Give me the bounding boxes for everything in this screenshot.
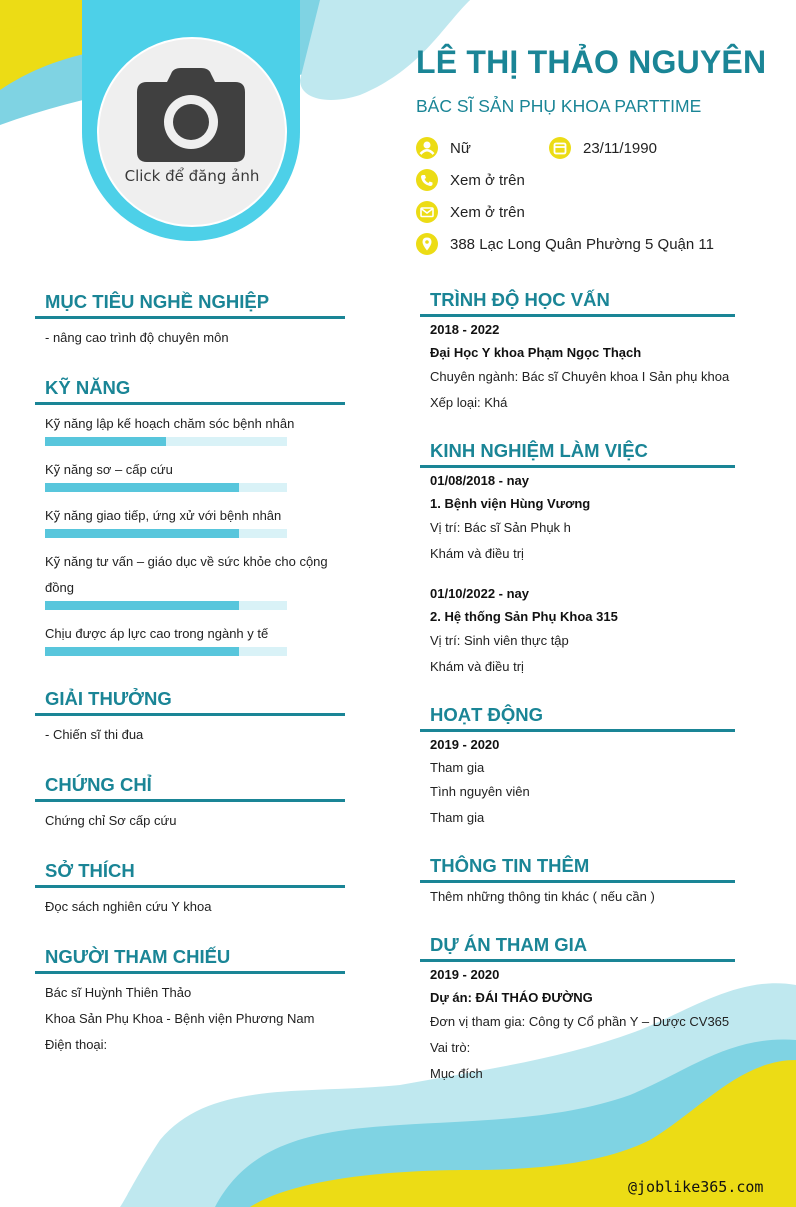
photo-upload-caption[interactable]: Click để đăng ảnh xyxy=(124,167,260,185)
experience-period: 01/08/2018 - nay xyxy=(430,473,530,488)
projects-divider xyxy=(420,959,735,962)
skills-heading: KỸ NĂNG xyxy=(45,377,131,398)
project-unit: Đơn vị tham gia: Công ty Cổ phần Y – Dược CV365 xyxy=(430,1014,730,1029)
additional-info-divider xyxy=(420,880,735,883)
hobbies-divider xyxy=(35,885,345,888)
skill-label: Chịu được áp lực cao trong ngành y tế xyxy=(45,626,269,641)
objective-divider xyxy=(35,316,345,319)
certificates-divider xyxy=(35,799,345,802)
skill-bar xyxy=(45,647,287,656)
experience-position: Vị trí: Sinh viên thực tập xyxy=(430,633,569,648)
references-heading: NGƯỜI THAM CHIẾU xyxy=(45,946,231,967)
reference-phone: Điện thoại: xyxy=(45,1037,108,1052)
additional-info-text: Thêm những thông tin khác ( nếu cần ) xyxy=(430,889,655,904)
experience-heading: KINH NGHIỆM LÀM VIỆC xyxy=(430,440,648,461)
reference-name: Bác sĩ Huỳnh Thiên Thảo xyxy=(45,985,192,1000)
birthday-value: 23/11/1990 xyxy=(583,139,657,157)
camera-icon xyxy=(137,68,245,162)
project-purpose: Mục đích xyxy=(430,1066,483,1081)
additional-info-heading: THÔNG TIN THÊM xyxy=(430,855,590,876)
person-icon xyxy=(416,137,438,159)
skill-label: Kỹ năng giao tiếp, ứng xử với bệnh nhân xyxy=(45,508,282,523)
education-period: 2018 - 2022 xyxy=(430,322,500,337)
phone-row xyxy=(416,169,525,191)
site-watermark: @joblike365.com xyxy=(628,1178,764,1196)
awards-text: - Chiến sĩ thi đua xyxy=(45,727,144,742)
phone-value: Xem ở trên xyxy=(450,171,525,189)
education-school: Đại Học Y khoa Phạm Ngọc Thạch xyxy=(430,345,642,360)
address-value: 388 Lạc Long Quân Phường 5 Quận 11 xyxy=(450,235,714,253)
skill-bar-fill xyxy=(45,437,166,446)
activities-line: Tham gia xyxy=(430,760,485,775)
phone-icon xyxy=(416,169,438,191)
experience-company: 2. Hệ thống Sản Phụ Khoa 315 xyxy=(430,609,618,624)
experience-period: 01/10/2022 - nay xyxy=(430,586,530,601)
project-name: Dự án: ĐÁI THÁO ĐƯỜNG xyxy=(430,990,593,1005)
activities-period: 2019 - 2020 xyxy=(430,737,500,752)
skill-label-continued: đồng xyxy=(45,580,74,595)
activities-heading: HOẠT ĐỘNG xyxy=(430,704,544,725)
skill-bar xyxy=(45,437,287,446)
objective-heading: MỤC TIÊU NGHỀ NGHIỆP xyxy=(45,291,270,312)
email-icon xyxy=(416,201,438,223)
objective-text: - nâng cao trình độ chuyên môn xyxy=(45,330,229,345)
reference-org: Khoa Sản Phụ Khoa - Bệnh viện Phương Nam xyxy=(45,1011,315,1026)
calendar-icon xyxy=(549,137,571,159)
awards-divider xyxy=(35,713,345,716)
education-heading: TRÌNH ĐỘ HỌC VẤN xyxy=(430,289,610,310)
projects-heading: DỰ ÁN THAM GIA xyxy=(430,934,588,955)
certificates-text: Chứng chỉ Sơ cấp cứu xyxy=(45,813,177,828)
awards-heading: GIẢI THƯỞNG xyxy=(45,688,172,709)
skill-bar-fill xyxy=(45,647,239,656)
skill-bar-fill xyxy=(45,529,239,538)
experience-description: Khám và điều trị xyxy=(430,546,524,561)
job-title: BÁC SĨ SẢN PHỤ KHOA PARTTIME xyxy=(416,96,702,116)
experience-company: 1. Bệnh viện Hùng Vương xyxy=(430,496,591,511)
references-divider xyxy=(35,971,345,974)
hobbies-heading: SỞ THÍCH xyxy=(45,860,135,881)
skill-label: Kỹ năng sơ – cấp cứu xyxy=(45,462,173,477)
birthday-row xyxy=(549,137,657,159)
experience-description: Khám và điều trị xyxy=(430,659,524,674)
email-value: Xem ở trên xyxy=(450,203,525,221)
education-major: Chuyên ngành: Bác sĩ Chuyên khoa I Sản phụ khoa xyxy=(430,369,730,384)
skill-bar-fill xyxy=(45,483,239,492)
skill-label: Kỹ năng tư vấn – giáo dục về sức khỏe cho cộng xyxy=(45,554,328,569)
education-divider xyxy=(420,314,735,317)
hobbies-text: Đọc sách nghiên cứu Y khoa xyxy=(45,899,212,914)
gender-row xyxy=(416,137,471,159)
education-rank: Xếp loại: Khá xyxy=(430,395,508,410)
experience-position: Vị trí: Bác sĩ Sản Phụk h xyxy=(430,520,571,535)
candidate-name: LÊ THỊ THẢO NGUYÊN xyxy=(416,44,767,80)
address-row xyxy=(416,233,714,255)
activities-line: Tình nguyên viên xyxy=(430,784,530,799)
certificates-heading: CHỨNG CHỈ xyxy=(45,774,152,795)
skill-bar xyxy=(45,483,287,492)
location-pin-icon xyxy=(416,233,438,255)
skills-divider xyxy=(35,402,345,405)
email-row xyxy=(416,201,525,223)
experience-divider xyxy=(420,465,735,468)
activities-divider xyxy=(420,729,735,732)
skill-bar-fill xyxy=(45,601,239,610)
project-role: Vai trò: xyxy=(430,1040,471,1055)
skill-bar xyxy=(45,529,287,538)
project-period: 2019 - 2020 xyxy=(430,967,500,982)
activities-line: Tham gia xyxy=(430,810,485,825)
skill-bar xyxy=(45,601,287,610)
gender-value: Nữ xyxy=(450,139,471,157)
skill-label: Kỹ năng lập kế hoạch chăm sóc bệnh nhân xyxy=(45,416,295,431)
